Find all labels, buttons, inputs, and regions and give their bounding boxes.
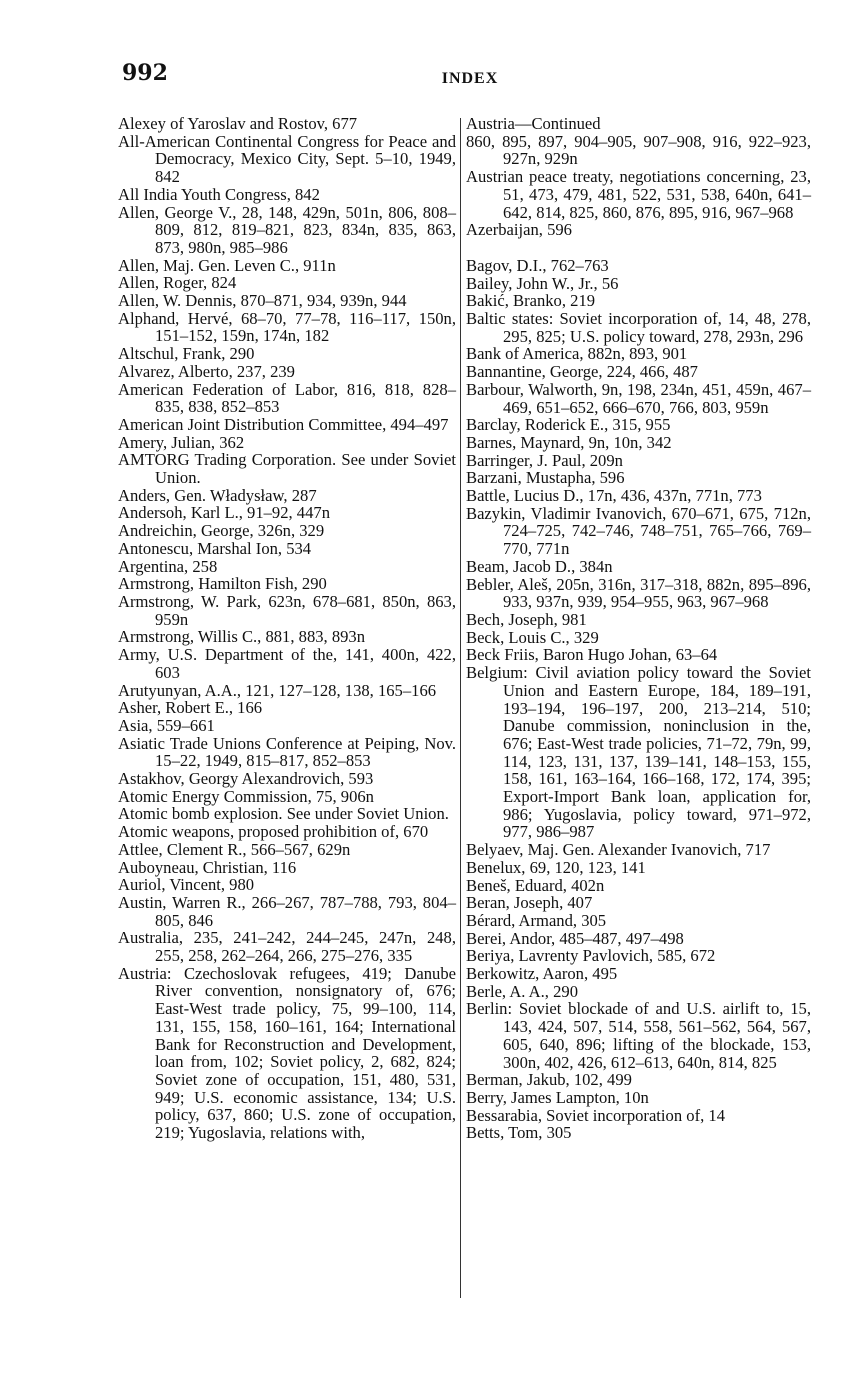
column-divider [460, 118, 461, 1298]
index-entry: Astakhov, Georgy Alexandrovich, 593 [118, 769, 374, 789]
index-entry: Argentina, 258 [118, 556, 218, 576]
index-entry: Betts, Tom, 305 [466, 1123, 572, 1143]
index-entry: Berei, Andor, 485–487, 497–498 [466, 928, 684, 948]
index-entry: Beran, Joseph, 407 [466, 893, 593, 913]
index-entry: Beck Friis, Baron Hugo Johan, 63–64 [466, 645, 718, 665]
page-number: 992 [122, 60, 168, 86]
index-entry: Alvarez, Alberto, 237, 239 [118, 361, 295, 381]
index-entry: Asia, 559–661 [118, 715, 215, 735]
index-entry: Battle, Lucius D., 17n, 436, 437n, 771n, 773 [466, 486, 762, 506]
index-entry: Austria: Czechoslovak refugees, 419; Danube River convention, nonsignatory of, 676; East-West trade policy, 75, 99–100, 114, 131, 155, 158, 160–161, 164; International Bank for Reconstruction and Development, loan from, 102; Soviet policy, 2, 682, 824; Soviet zone of occupation, 151, 480, 531, 949; U.S. economic assistance, 134; U.S. policy, 637, 860; U.S. zone of occupation, 219; Yugoslavia, relations with, [118, 963, 456, 1143]
index-entry: Beam, Jacob D., 384n [466, 556, 613, 576]
index-entry: Beneš, Eduard, 402n [466, 875, 605, 895]
index-entry: Barnes, Maynard, 9n, 10n, 342 [466, 432, 672, 452]
index-entry: Beriya, Lavrenty Pavlovich, 585, 672 [466, 946, 716, 966]
index-entry: Antonescu, Marshal Ion, 534 [118, 538, 312, 558]
index-entry: Auboyneau, Christian, 116 [118, 857, 297, 877]
index-entry: Amery, Julian, 362 [118, 432, 245, 452]
index-entry: Bech, Joseph, 981 [466, 609, 587, 629]
index-entry: Bank of America, 882n, 893, 901 [466, 344, 688, 364]
index-entry: Armstrong, Hamilton Fish, 290 [118, 574, 327, 594]
index-entry: Australia, 235, 241–242, 244–245, 247n, 248, 255, 258, 262–264, 266, 275–276, 335 [118, 928, 456, 966]
index-entry: Barclay, Roderick E., 315, 955 [466, 415, 671, 435]
index-entry: Allen, George V., 28, 148, 429n, 501n, 806, 808–809, 812, 819–821, 823, 834n, 835, 863, 873, 980n, 985–986 [118, 202, 456, 257]
index-column-left [118, 115, 456, 1142]
index-entry: Alphand, Hervé, 68–70, 77–78, 116–117, 150n, 151–152, 159n, 174n, 182 [118, 308, 456, 346]
index-entry: All-American Continental Congress for Peace and Democracy, Mexico City, Sept. 5–10, 1949, 842 [118, 131, 456, 187]
index-entry: AMTORG Trading Corporation. See under Soviet Union. [118, 450, 456, 488]
index-entry: American Federation of Labor, 816, 818, 828–835, 838, 852–853 [118, 379, 456, 417]
index-entry: Bagov, D.I., 762–763 [466, 255, 609, 275]
index-entry: Berlin: Soviet blockade of and U.S. airlift to, 15, 143, 424, 507, 514, 558, 561–562, 564, 567, 605, 640, 896; lifting of the blockade, 153, 300n, 402, 426, 612–613, 640n, 814, 825 [466, 999, 811, 1072]
index-entry: Alexey of Yaroslav and Rostov, 677 [118, 114, 358, 133]
index-entry: All India Youth Congress, 842 [118, 184, 320, 204]
index-entry: Altschul, Frank, 290 [118, 344, 255, 364]
index-entry: Atomic bomb explosion. See under Soviet Union. [118, 804, 449, 824]
index-entry: Belgium: Civil aviation policy toward the Soviet Union and Eastern Europe, 184, 189–191, 193–194, 196–197, 200, 213–214, 510; Danube commission, noninclusion in the, 676; East-West trade policies, 71–72, 79n, 99, 114, 123, 131, 137, 139–141, 148–153, 155, 158, 161, 163–164, 166–168, 172, 174, 395; Export-Import Bank loan, application for, 986; Yugoslavia, policy toward, 971–972, 977, 986–987 [466, 663, 811, 842]
index-entry: Bailey, John W., Jr., 56 [466, 273, 619, 293]
index-entry: Austria—Continued [466, 114, 601, 133]
index-entry: Atomic Energy Commission, 75, 906n [118, 786, 374, 806]
index-entry: Armstrong, W. Park, 623n, 678–681, 850n, 863, 959n [118, 591, 456, 629]
index-entry: Berry, James Lampton, 10n [466, 1087, 649, 1107]
index-entry: Attlee, Clement R., 566–567, 629n [118, 839, 351, 859]
index-entry: Barringer, J. Paul, 209n [466, 450, 623, 470]
index-entry: Berman, Jakub, 102, 499 [466, 1070, 632, 1090]
index-entry: Anders, Gen. Władysław, 287 [118, 485, 317, 505]
index-entry: Armstrong, Willis C., 881, 883, 893n [118, 627, 366, 647]
index-entry: Allen, Roger, 824 [118, 273, 237, 293]
index-column-right [466, 115, 811, 1142]
index-entry: Army, U.S. Department of the, 141, 400n, 422, 603 [118, 645, 456, 682]
index-entry: Bérard, Armand, 305 [466, 910, 607, 930]
index-entry: Azerbaijan, 596 [466, 220, 572, 240]
index-entry: American Joint Distribution Committee, 494–497 [118, 414, 449, 434]
index-entry: Andersoh, Karl L., 91–92, 447n [118, 503, 330, 523]
index-entry: Bessarabia, Soviet incorporation of, 14 [466, 1105, 725, 1125]
running-head: INDEX [441, 70, 499, 87]
index-entry: Barbour, Walworth, 9n, 198, 234n, 451, 459n, 467–469, 651–652, 666–670, 766, 803, 959n [466, 379, 811, 417]
index-entry: Asher, Robert E., 166 [118, 698, 263, 718]
index-entry: Barzani, Mustapha, 596 [466, 468, 625, 488]
index-entry: Bazykin, Vladimir Ivanovich, 670–671, 675, 712n, 724–725, 742–746, 748–751, 765–766, 769–770, 771n [466, 503, 811, 559]
index-entry: Bebler, Aleš, 205n, 316n, 317–318, 882n, 895–896, 933, 937n, 939, 954–955, 963, 967–968 [466, 574, 811, 612]
index-entry: 860, 895, 897, 904–905, 907–908, 916, 922–923, 927n, 929n [466, 131, 811, 169]
index-entry: Allen, Maj. Gen. Leven C., 911n [118, 255, 336, 275]
letter-section-gap [466, 239, 811, 257]
index-entry: Arutyunyan, A.A., 121, 127–128, 138, 165–166 [118, 680, 437, 700]
index-entry: Benelux, 69, 120, 123, 141 [466, 857, 646, 877]
index-entry: Beck, Louis C., 329 [466, 627, 599, 647]
index-entry: Bannantine, George, 224, 466, 487 [466, 362, 698, 382]
index-entry: Asiatic Trade Unions Conference at Peiping, Nov. 15–22, 1949, 815–817, 852–853 [118, 733, 456, 771]
index-entry: Andreichin, George, 326n, 329 [118, 521, 325, 541]
index-entry: Atomic weapons, proposed prohibition of, 670 [118, 822, 429, 842]
index-entry: Berle, A. A., 290 [466, 981, 578, 1001]
index-entry: Belyaev, Maj. Gen. Alexander Ivanovich, 717 [466, 840, 771, 860]
index-entry: Baltic states: Soviet incorporation of, 14, 48, 278, 295, 825; U.S. policy toward, 278, 293n, 296 [466, 309, 811, 346]
index-entry: Auriol, Vincent, 980 [118, 875, 255, 895]
index-entry: Austin, Warren R., 266–267, 787–788, 793, 804–805, 846 [118, 892, 456, 930]
index-entry: Allen, W. Dennis, 870–871, 934, 939n, 944 [118, 291, 407, 311]
index-entry: Bakić, Branko, 219 [466, 291, 596, 311]
index-entry: Austrian peace treaty, negotiations concerning, 23, 51, 473, 479, 481, 522, 531, 538, 640n, 641–642, 814, 825, 860, 876, 895, 916, 967–968 [466, 167, 811, 222]
index-entry: Berkowitz, Aaron, 495 [466, 964, 618, 984]
